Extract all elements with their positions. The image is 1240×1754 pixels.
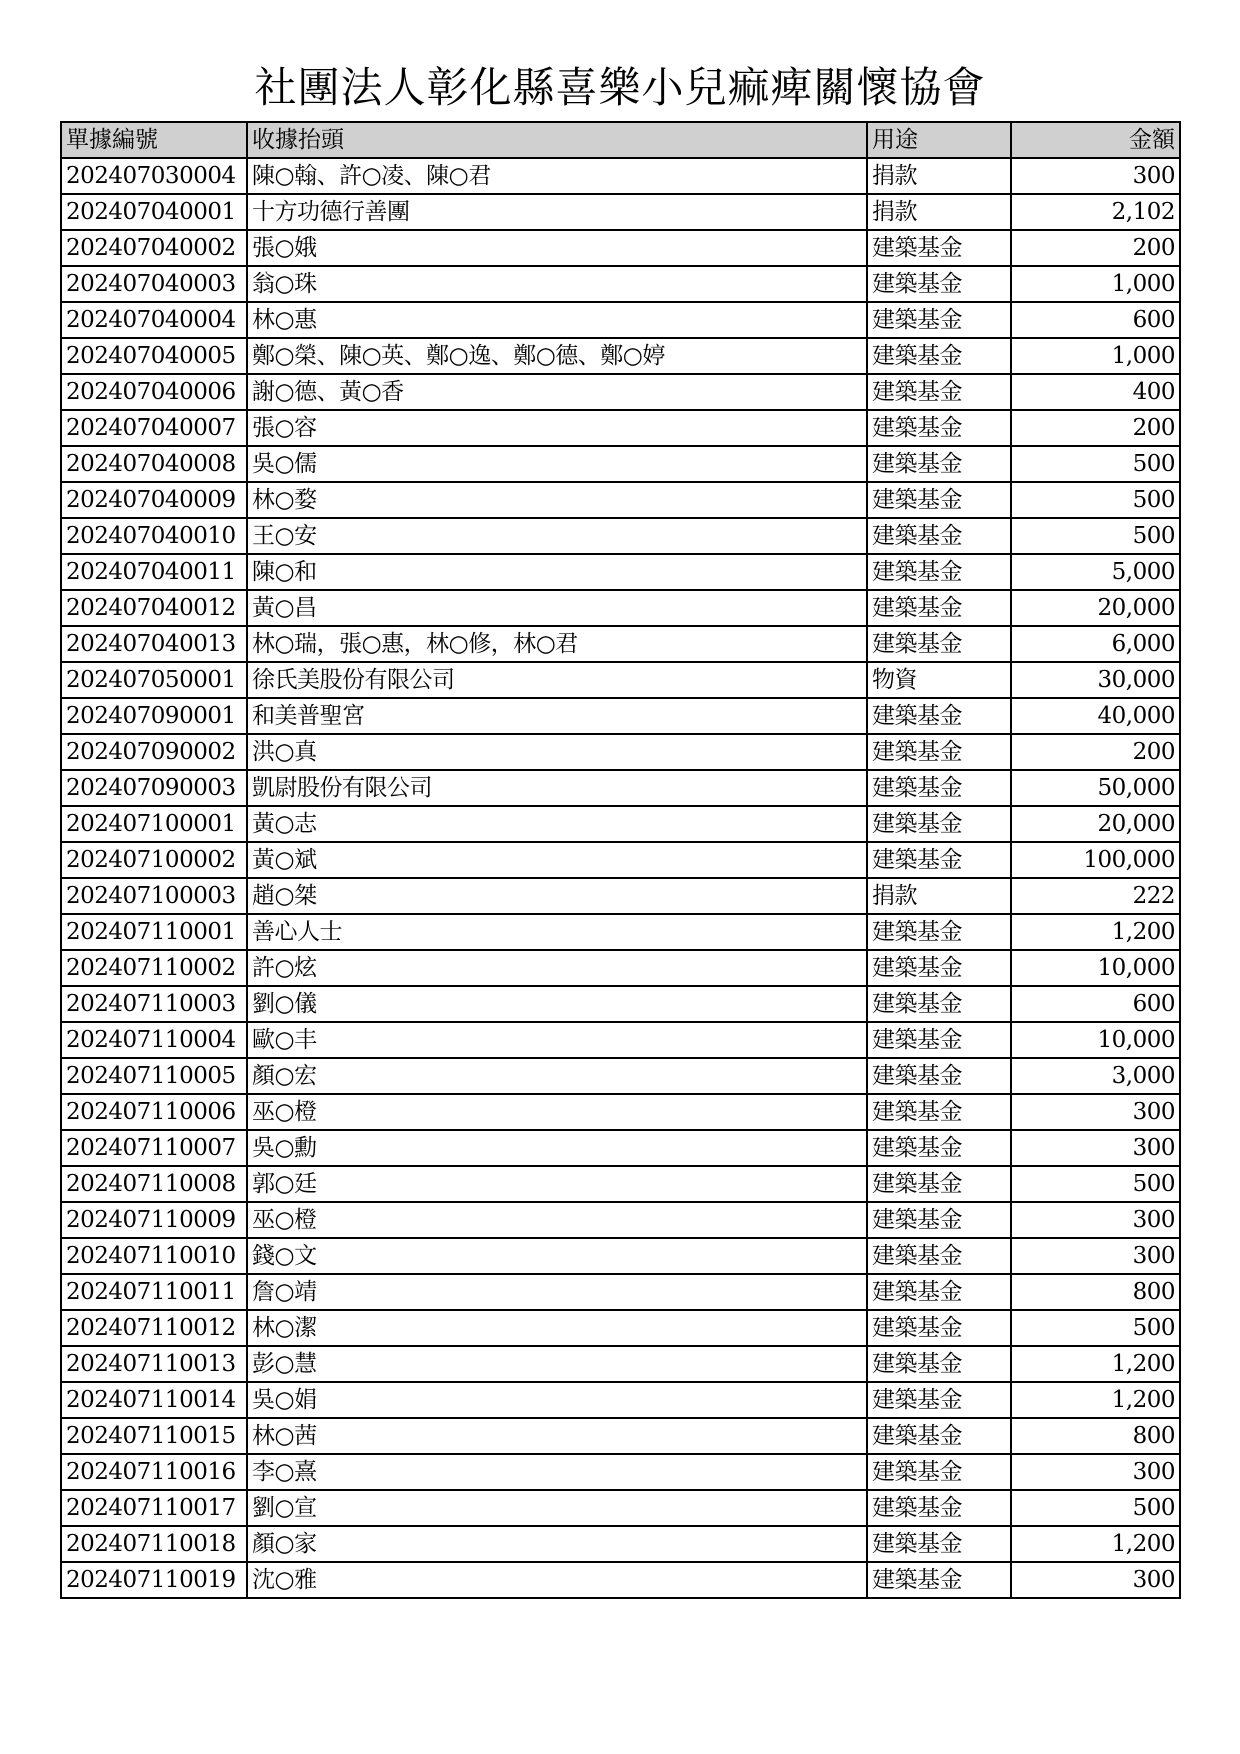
purpose-cell: 建築基金 [867, 1490, 1011, 1526]
table-row [61, 914, 1180, 950]
amount-cell: 222 [1011, 878, 1180, 914]
amount-cell: 5,000 [1011, 554, 1180, 590]
purpose-cell: 建築基金 [867, 554, 1011, 590]
amount-cell: 500 [1011, 1166, 1180, 1202]
purpose-cell: 捐款 [867, 194, 1011, 230]
table-row [61, 230, 1180, 266]
table-row [61, 878, 1180, 914]
amount-cell: 2,102 [1011, 194, 1180, 230]
receipt-number-cell: 202407100002 [61, 842, 247, 878]
table-row [61, 266, 1180, 302]
amount-cell: 1,200 [1011, 1382, 1180, 1418]
receipt-number-cell: 202407040007 [61, 410, 247, 446]
receipt-number-cell: 202407110005 [61, 1058, 247, 1094]
receipt-number-cell: 202407110015 [61, 1418, 247, 1454]
purpose-cell: 建築基金 [867, 266, 1011, 302]
amount-cell: 50,000 [1011, 770, 1180, 806]
table-row [61, 842, 1180, 878]
purpose-cell: 捐款 [867, 878, 1011, 914]
receipt-number-cell: 202407110009 [61, 1202, 247, 1238]
receipt-title-cell: 謝○德、黃○香 [247, 374, 867, 410]
receipt-title-cell: 林○茜 [247, 1418, 867, 1454]
amount-cell: 200 [1011, 230, 1180, 266]
amount-cell: 300 [1011, 158, 1180, 194]
purpose-cell: 建築基金 [867, 1022, 1011, 1058]
table-row [61, 1274, 1180, 1310]
table-row [61, 698, 1180, 734]
purpose-cell: 建築基金 [867, 1346, 1011, 1382]
table-row [61, 1346, 1180, 1382]
amount-cell: 1,000 [1011, 338, 1180, 374]
table-row [61, 734, 1180, 770]
receipt-number-cell: 202407110011 [61, 1274, 247, 1310]
amount-cell: 300 [1011, 1562, 1180, 1598]
receipt-title-cell: 洪○真 [247, 734, 867, 770]
table-row [61, 662, 1180, 698]
table-row [61, 1166, 1180, 1202]
purpose-cell: 建築基金 [867, 626, 1011, 662]
header-receipt-number: 單據編號 [61, 122, 247, 158]
purpose-cell: 建築基金 [867, 1418, 1011, 1454]
table-row [61, 446, 1180, 482]
table-row [61, 1022, 1180, 1058]
table-row [61, 1310, 1180, 1346]
receipt-number-cell: 202407040006 [61, 374, 247, 410]
receipt-title-cell: 張○容 [247, 410, 867, 446]
amount-cell: 600 [1011, 986, 1180, 1022]
table-row [61, 1238, 1180, 1274]
purpose-cell: 建築基金 [867, 338, 1011, 374]
receipt-table [60, 121, 1181, 1599]
table-row [61, 554, 1180, 590]
table-row [61, 338, 1180, 374]
header-amount: 金額 [1011, 122, 1180, 158]
receipt-number-cell: 202407040009 [61, 482, 247, 518]
amount-cell: 500 [1011, 518, 1180, 554]
amount-cell: 400 [1011, 374, 1180, 410]
table-row [61, 986, 1180, 1022]
amount-cell: 200 [1011, 734, 1180, 770]
table-row [61, 410, 1180, 446]
receipt-title-cell: 十方功德行善團 [247, 194, 867, 230]
amount-cell: 20,000 [1011, 806, 1180, 842]
table-row [61, 950, 1180, 986]
table-row [61, 1454, 1180, 1490]
table-row [61, 194, 1180, 230]
table-row [61, 1382, 1180, 1418]
page-title: 社團法人彰化縣喜樂小兒痲痺關懷協會 [254, 63, 986, 112]
amount-cell: 1,000 [1011, 266, 1180, 302]
table-header-row [61, 122, 1180, 158]
purpose-cell: 建築基金 [867, 914, 1011, 950]
receipt-number-cell: 202407100003 [61, 878, 247, 914]
amount-cell: 500 [1011, 1310, 1180, 1346]
receipt-title-cell: 陳○和 [247, 554, 867, 590]
table-row [61, 806, 1180, 842]
purpose-cell: 建築基金 [867, 1526, 1011, 1562]
receipt-title-cell: 黃○昌 [247, 590, 867, 626]
receipt-number-cell: 202407090003 [61, 770, 247, 806]
receipt-number-cell: 202407050001 [61, 662, 247, 698]
purpose-cell: 建築基金 [867, 734, 1011, 770]
purpose-cell: 建築基金 [867, 1310, 1011, 1346]
receipt-number-cell: 202407040005 [61, 338, 247, 374]
receipt-number-cell: 202407110001 [61, 914, 247, 950]
receipt-title-cell: 巫○橙 [247, 1094, 867, 1130]
table-row [61, 1130, 1180, 1166]
purpose-cell: 建築基金 [867, 518, 1011, 554]
purpose-cell: 建築基金 [867, 842, 1011, 878]
receipt-title-cell: 陳○翰、許○凌、陳○君 [247, 158, 867, 194]
receipt-number-cell: 202407110006 [61, 1094, 247, 1130]
receipt-title-cell: 翁○珠 [247, 266, 867, 302]
amount-cell: 300 [1011, 1238, 1180, 1274]
receipt-title-cell: 李○熹 [247, 1454, 867, 1490]
receipt-number-cell: 202407110010 [61, 1238, 247, 1274]
amount-cell: 10,000 [1011, 950, 1180, 986]
table-row [61, 1526, 1180, 1562]
purpose-cell: 建築基金 [867, 374, 1011, 410]
receipt-number-cell: 202407110002 [61, 950, 247, 986]
amount-cell: 600 [1011, 302, 1180, 338]
receipt-title-cell: 和美普聖宮 [247, 698, 867, 734]
table-row [61, 482, 1180, 518]
receipt-title-cell: 吳○儒 [247, 446, 867, 482]
purpose-cell: 建築基金 [867, 1202, 1011, 1238]
receipt-number-cell: 202407110004 [61, 1022, 247, 1058]
table-row [61, 626, 1180, 662]
receipt-title-cell: 劉○宣 [247, 1490, 867, 1526]
purpose-cell: 建築基金 [867, 230, 1011, 266]
receipt-number-cell: 202407040001 [61, 194, 247, 230]
receipt-title-cell: 黃○志 [247, 806, 867, 842]
receipt-title-cell: 凱尉股份有限公司 [247, 770, 867, 806]
amount-cell: 500 [1011, 446, 1180, 482]
purpose-cell: 建築基金 [867, 1562, 1011, 1598]
table-row [61, 302, 1180, 338]
receipt-title-cell: 趙○桀 [247, 878, 867, 914]
receipt-title-cell: 顏○宏 [247, 1058, 867, 1094]
receipt-number-cell: 202407110016 [61, 1454, 247, 1490]
receipt-number-cell: 202407090001 [61, 698, 247, 734]
purpose-cell: 建築基金 [867, 1058, 1011, 1094]
receipt-number-cell: 202407110003 [61, 986, 247, 1022]
receipt-title-cell: 黃○斌 [247, 842, 867, 878]
purpose-cell: 建築基金 [867, 1382, 1011, 1418]
receipt-number-cell: 202407040004 [61, 302, 247, 338]
table-row [61, 1094, 1180, 1130]
receipt-number-cell: 202407110019 [61, 1562, 247, 1598]
receipt-title-cell: 劉○儀 [247, 986, 867, 1022]
receipt-title-cell: 林○惠 [247, 302, 867, 338]
table-row [61, 1202, 1180, 1238]
receipt-number-cell: 202407090002 [61, 734, 247, 770]
receipt-number-cell: 202407030004 [61, 158, 247, 194]
amount-cell: 500 [1011, 482, 1180, 518]
purpose-cell: 建築基金 [867, 950, 1011, 986]
receipt-number-cell: 202407110017 [61, 1490, 247, 1526]
purpose-cell: 建築基金 [867, 302, 1011, 338]
table-row [61, 1418, 1180, 1454]
receipt-title-cell: 吳○勳 [247, 1130, 867, 1166]
receipt-title-cell: 張○娥 [247, 230, 867, 266]
amount-cell: 30,000 [1011, 662, 1180, 698]
purpose-cell: 建築基金 [867, 446, 1011, 482]
amount-cell: 800 [1011, 1274, 1180, 1310]
receipt-number-cell: 202407040012 [61, 590, 247, 626]
receipt-title-cell: 徐氏美股份有限公司 [247, 662, 867, 698]
table-row [61, 770, 1180, 806]
purpose-cell: 建築基金 [867, 482, 1011, 518]
receipt-number-cell: 202407110008 [61, 1166, 247, 1202]
purpose-cell: 建築基金 [867, 590, 1011, 626]
purpose-cell: 建築基金 [867, 986, 1011, 1022]
receipt-title-cell: 吳○娟 [247, 1382, 867, 1418]
receipt-title-cell: 鄭○榮、陳○英、鄭○逸、鄭○德、鄭○婷 [247, 338, 867, 374]
purpose-cell: 建築基金 [867, 1130, 1011, 1166]
receipt-number-cell: 202407040002 [61, 230, 247, 266]
receipt-title-cell: 詹○靖 [247, 1274, 867, 1310]
receipt-title-cell: 林○潔 [247, 1310, 867, 1346]
purpose-cell: 捐款 [867, 158, 1011, 194]
receipt-title-cell: 沈○雅 [247, 1562, 867, 1598]
amount-cell: 300 [1011, 1130, 1180, 1166]
receipt-number-cell: 202407110014 [61, 1382, 247, 1418]
amount-cell: 500 [1011, 1490, 1180, 1526]
table-row [61, 1490, 1180, 1526]
amount-cell: 100,000 [1011, 842, 1180, 878]
purpose-cell: 建築基金 [867, 1274, 1011, 1310]
receipt-title-cell: 錢○文 [247, 1238, 867, 1274]
table-row [61, 158, 1180, 194]
amount-cell: 200 [1011, 410, 1180, 446]
receipt-title-cell: 郭○廷 [247, 1166, 867, 1202]
table-row [61, 1562, 1180, 1598]
receipt-title-cell: 歐○丰 [247, 1022, 867, 1058]
receipt-title-cell: 彭○慧 [247, 1346, 867, 1382]
receipt-number-cell: 202407040013 [61, 626, 247, 662]
receipt-title-cell: 王○安 [247, 518, 867, 554]
purpose-cell: 物資 [867, 662, 1011, 698]
table-row [61, 374, 1180, 410]
receipt-title-cell: 林○婺 [247, 482, 867, 518]
purpose-cell: 建築基金 [867, 1094, 1011, 1130]
receipt-number-cell: 202407110013 [61, 1346, 247, 1382]
purpose-cell: 建築基金 [867, 1166, 1011, 1202]
amount-cell: 6,000 [1011, 626, 1180, 662]
purpose-cell: 建築基金 [867, 1454, 1011, 1490]
amount-cell: 40,000 [1011, 698, 1180, 734]
receipt-number-cell: 202407040003 [61, 266, 247, 302]
receipt-number-cell: 202407040008 [61, 446, 247, 482]
table-body [61, 158, 1180, 1598]
purpose-cell: 建築基金 [867, 410, 1011, 446]
receipt-number-cell: 202407110007 [61, 1130, 247, 1166]
table-row [61, 518, 1180, 554]
header-purpose: 用途 [867, 122, 1011, 158]
receipt-number-cell: 202407110018 [61, 1526, 247, 1562]
table-row [61, 590, 1180, 626]
amount-cell: 10,000 [1011, 1022, 1180, 1058]
purpose-cell: 建築基金 [867, 770, 1011, 806]
receipt-number-cell: 202407040010 [61, 518, 247, 554]
amount-cell: 3,000 [1011, 1058, 1180, 1094]
header-receipt-title: 收據抬頭 [247, 122, 867, 158]
purpose-cell: 建築基金 [867, 806, 1011, 842]
receipt-title-cell: 林○瑞，張○惠，林○修，林○君 [247, 626, 867, 662]
amount-cell: 300 [1011, 1202, 1180, 1238]
amount-cell: 800 [1011, 1418, 1180, 1454]
receipt-title-cell: 許○炫 [247, 950, 867, 986]
receipt-title-cell: 善心人士 [247, 914, 867, 950]
receipt-title-cell: 顏○家 [247, 1526, 867, 1562]
purpose-cell: 建築基金 [867, 1238, 1011, 1274]
amount-cell: 1,200 [1011, 1526, 1180, 1562]
amount-cell: 1,200 [1011, 1346, 1180, 1382]
purpose-cell: 建築基金 [867, 698, 1011, 734]
receipt-title-cell: 巫○橙 [247, 1202, 867, 1238]
receipt-number-cell: 202407040011 [61, 554, 247, 590]
receipt-number-cell: 202407110012 [61, 1310, 247, 1346]
table-row [61, 1058, 1180, 1094]
receipt-number-cell: 202407100001 [61, 806, 247, 842]
amount-cell: 20,000 [1011, 590, 1180, 626]
amount-cell: 300 [1011, 1094, 1180, 1130]
amount-cell: 1,200 [1011, 914, 1180, 950]
amount-cell: 300 [1011, 1454, 1180, 1490]
